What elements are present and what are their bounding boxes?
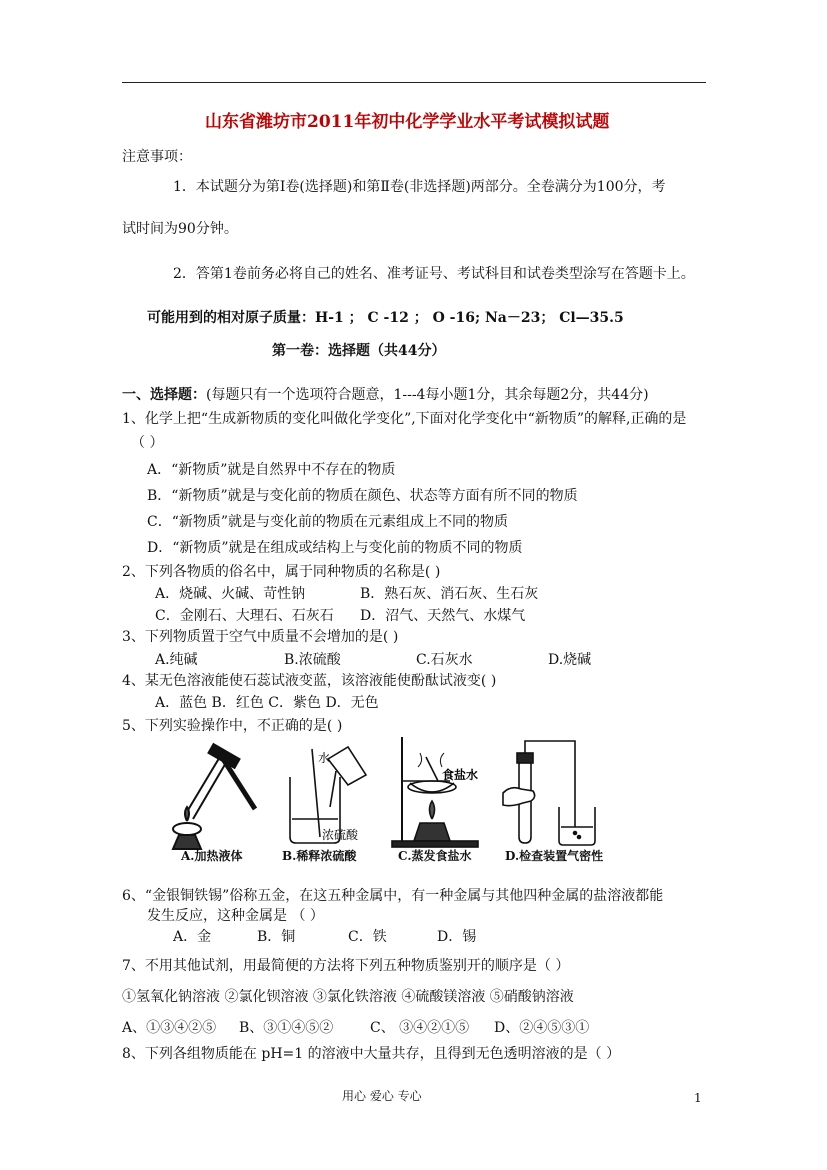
figure-b-caption: B.稀释浓硫酸 — [282, 849, 357, 863]
figure-d-caption: D.检查装置气密性 — [505, 849, 604, 863]
question-6-option-d: D．锡 — [437, 929, 477, 945]
question-3-option-a: A.纯碱 — [155, 652, 198, 668]
question-5-stem: 5、下列实验操作中，不正确的是( ) — [122, 718, 343, 734]
salt-water-label: 食盐水 — [442, 768, 479, 782]
figure-c-caption: C.蒸发食盐水 — [398, 849, 472, 863]
top-rule — [122, 82, 706, 83]
question-8-stem: 8、下列各组物质能在 pH=1 的溶液中大量共存，且得到无色透明溶液的是（ ） — [122, 1046, 621, 1062]
question-3-option-d: D.烧碱 — [548, 652, 592, 668]
page-number: 1 — [694, 1091, 702, 1105]
question-6-option-c: C．铁 — [348, 929, 387, 945]
question-7-option-a: A、①③④②⑤ — [122, 1020, 217, 1036]
question-1-option-c: C．“新物质”就是与变化前的物质在元素组成上不同的物质 — [147, 514, 509, 530]
question-6-option-b: B．铜 — [257, 929, 296, 945]
question-2-option-d: D．沼气、天然气、水煤气 — [360, 608, 526, 624]
atomic-mass-line: 可能用到的相对原子质量：H-1 ； C -12 ； O -16; Na－23； Cl—35.5 — [147, 310, 624, 326]
question-1-blank: （ ） — [131, 435, 164, 451]
question-1-option-d: D．“新物质”就是在组成或结构上与变化前的物质不同的物质 — [147, 540, 523, 556]
question-3-option-b: B.浓硫酸 — [284, 652, 341, 668]
footer-motto: 用心 爱心 专心 — [342, 1089, 422, 1103]
question-6-option-a: A．金 — [173, 929, 212, 945]
note-item-1: 1．本试题分为第Ⅰ卷(选择题)和第Ⅱ卷(非选择题)两部分。全卷满分为100分，考 — [173, 179, 666, 195]
question-7-option-b: B、③①④⑤② — [239, 1020, 334, 1036]
notes-heading: 注意事项： — [122, 149, 192, 165]
question-3-option-c: C.石灰水 — [416, 652, 473, 668]
question-2-option-a: A．烧碱、火碱、苛性钠 — [155, 586, 306, 602]
question-7-stem: 7、不用其他试剂，用最简便的方法将下列五种物质鉴别开的顺序是（ ） — [122, 958, 570, 974]
question-7-option-d: D、②④⑤③① — [494, 1020, 590, 1036]
question-1-option-a: A．“新物质”就是自然界中不存在的物质 — [147, 462, 396, 478]
note-item-2: 2．答第1卷前务必将自己的姓名、准考证号、考试科目和试卷类型涂写在答题卡上。 — [173, 266, 695, 282]
section-heading: 一、选择题： — [122, 387, 206, 403]
question-3-stem: 3、下列物质置于空气中质量不会增加的是( ) — [122, 629, 399, 645]
question-2-stem: 2、下列各物质的俗名中，属于同种物质的名称是( ) — [122, 564, 441, 580]
question-1-option-b: B．“新物质”就是与变化前的物质在颜色、状态等方面有所不同的物质 — [147, 488, 578, 504]
part-one-title: 第一卷：选择题（共44分） — [272, 343, 446, 359]
question-7-items: ①氢氧化钠溶液 ②氯化钡溶液 ③氯化铁溶液 ④硫酸镁溶液 ⑤硝酸钠溶液 — [122, 989, 574, 1005]
note-item-1-continued: 试时间为90分钟。 — [122, 221, 238, 237]
figure-a-caption: A.加热液体 — [181, 849, 243, 863]
water-label: 水 — [318, 751, 331, 765]
document-title: 山东省潍坊市2011年初中化学学业水平考试模拟试题 — [205, 112, 610, 132]
acid-label: 浓硫酸 — [322, 828, 359, 842]
question-1-stem: 1、化学上把“生成新物质的变化叫做化学变化”,下面对化学变化中“新物质”的解释,正确的是 — [122, 411, 687, 427]
question-2-option-b: B．熟石灰、消石灰、生石灰 — [360, 586, 539, 602]
section-note: (每题只有一个选项符合题意，1---4每小题1分，其余每题2分，共44分) — [206, 387, 649, 403]
question-6-stem: 6、“金银铜铁锡”俗称五金，在这五种金属中，有一种金属与其他四种金属的盐溶液都能 — [122, 888, 664, 904]
question-2-option-c: C．金刚石、大理石、石灰石 — [155, 608, 334, 624]
question-4-options: A．蓝色 B．红色 C．紫色 D．无色 — [155, 695, 379, 711]
question-4-stem: 4、某无色溶液能使石蕊试液变蓝，该溶液能使酚酞试液变( ) — [122, 673, 497, 689]
question-7-option-c: C、 ③④②①⑤ — [370, 1020, 470, 1036]
section-heading-line — [122, 386, 649, 404]
question-6-stem-continued: 发生反应，这种金属是 （ ） — [147, 908, 324, 924]
